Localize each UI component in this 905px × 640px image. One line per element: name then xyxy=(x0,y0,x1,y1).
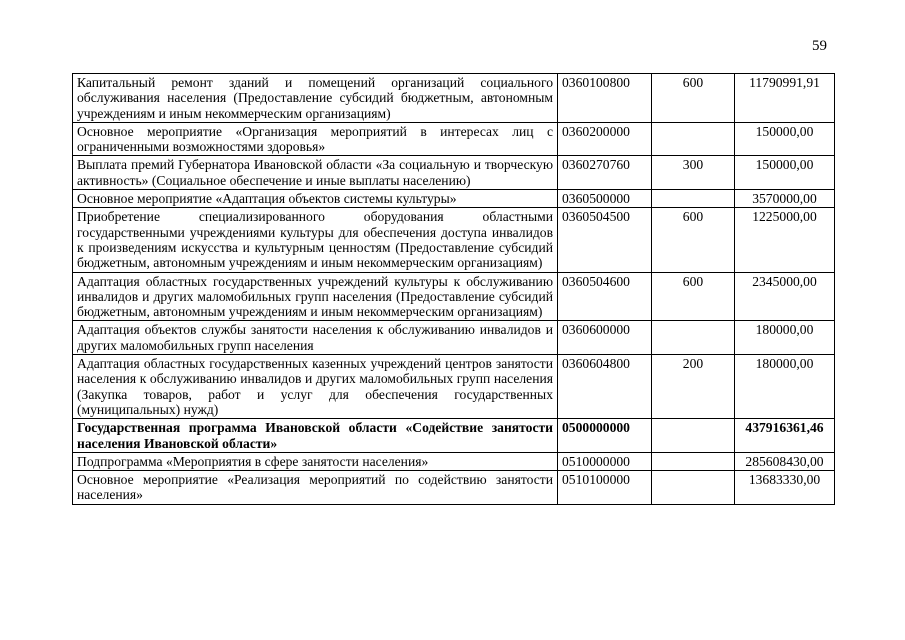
row-sum-cell: 437916361,46 xyxy=(735,419,835,453)
row-name-cell: Государственная программа Ивановской области «Содействие занятости населения Ивановской области» xyxy=(73,419,558,453)
row-type-cell xyxy=(652,452,735,470)
row-type-cell: 600 xyxy=(652,208,735,272)
table-row xyxy=(73,419,835,453)
table-row xyxy=(73,452,835,470)
row-code-cell: 0500000000 xyxy=(558,419,652,453)
row-sum-cell: 150000,00 xyxy=(735,122,835,156)
row-name-cell: Адаптация областных государственных казенных учреждений центров занятости населения к обслуживанию инвалидов и других маломобильных групп населения (Закупка товаров, работ и услуг для обеспечения государственных (муниципальных) нужд) xyxy=(73,355,558,419)
table-row xyxy=(73,190,835,208)
row-sum-cell: 2345000,00 xyxy=(735,272,835,321)
row-type-cell: 200 xyxy=(652,355,735,419)
budget-table xyxy=(72,73,835,505)
row-code-cell: 0360504500 xyxy=(558,208,652,272)
row-name-cell: Основное мероприятие «Реализация мероприятий по содействию занятости населения» xyxy=(73,471,558,505)
row-sum-cell: 180000,00 xyxy=(735,355,835,419)
table-row xyxy=(73,321,835,355)
row-name-cell: Адаптация объектов службы занятости населения к обслуживанию инвалидов и других маломобильных групп населения xyxy=(73,321,558,355)
row-code-cell: 0360604800 xyxy=(558,355,652,419)
row-sum-cell: 13683330,00 xyxy=(735,471,835,505)
row-code-cell: 0510100000 xyxy=(558,471,652,505)
row-sum-cell: 3570000,00 xyxy=(735,190,835,208)
row-code-cell: 0360100800 xyxy=(558,74,652,123)
row-name-cell: Основное мероприятие «Организация мероприятий в интересах лиц с ограниченными возможностями здоровья» xyxy=(73,122,558,156)
row-type-cell: 600 xyxy=(652,74,735,123)
row-type-cell xyxy=(652,321,735,355)
row-type-cell xyxy=(652,122,735,156)
row-type-cell: 600 xyxy=(652,272,735,321)
row-name-cell: Приобретение специализированного оборудования областными государственными учреждениями культуры для обеспечения доступа инвалидов к произведениям искусства и культурным ценностям (Предоставление субсидий бюджетным, автономным учреждениям и иным некоммерческим организациям) xyxy=(73,208,558,272)
table-row xyxy=(73,156,835,190)
table-row xyxy=(73,122,835,156)
table-row xyxy=(73,355,835,419)
row-type-cell xyxy=(652,190,735,208)
row-code-cell: 0360600000 xyxy=(558,321,652,355)
row-code-cell: 0360270760 xyxy=(558,156,652,190)
row-code-cell: 0360500000 xyxy=(558,190,652,208)
row-name-cell: Подпрограмма «Мероприятия в сфере занятости населения» xyxy=(73,452,558,470)
row-code-cell: 0360504600 xyxy=(558,272,652,321)
row-type-cell xyxy=(652,471,735,505)
row-sum-cell: 150000,00 xyxy=(735,156,835,190)
table-row xyxy=(73,471,835,505)
row-sum-cell: 1225000,00 xyxy=(735,208,835,272)
row-name-cell: Основное мероприятие «Адаптация объектов системы культуры» xyxy=(73,190,558,208)
page-number: 59 xyxy=(812,38,827,54)
row-sum-cell: 11790991,91 xyxy=(735,74,835,123)
table-row xyxy=(73,208,835,272)
row-name-cell: Адаптация областных государственных учреждений культуры к обслуживанию инвалидов и других маломобильных групп населения (Предоставление субсидий бюджетным, автономным учреждениям и иным некоммерческим организациям) xyxy=(73,272,558,321)
row-type-cell xyxy=(652,419,735,453)
row-name-cell: Капитальный ремонт зданий и помещений организаций социального обслуживания населения (Предоставление субсидий бюджетным, автономным учреждениям и иным некоммерческим организациям) xyxy=(73,74,558,123)
row-sum-cell: 180000,00 xyxy=(735,321,835,355)
row-code-cell: 0510000000 xyxy=(558,452,652,470)
table-row xyxy=(73,272,835,321)
table-row xyxy=(73,74,835,123)
row-code-cell: 0360200000 xyxy=(558,122,652,156)
row-name-cell: Выплата премий Губернатора Ивановской области «За социальную и творческую активность» (Социальное обеспечение и иные выплаты населению) xyxy=(73,156,558,190)
row-type-cell: 300 xyxy=(652,156,735,190)
row-sum-cell: 285608430,00 xyxy=(735,452,835,470)
